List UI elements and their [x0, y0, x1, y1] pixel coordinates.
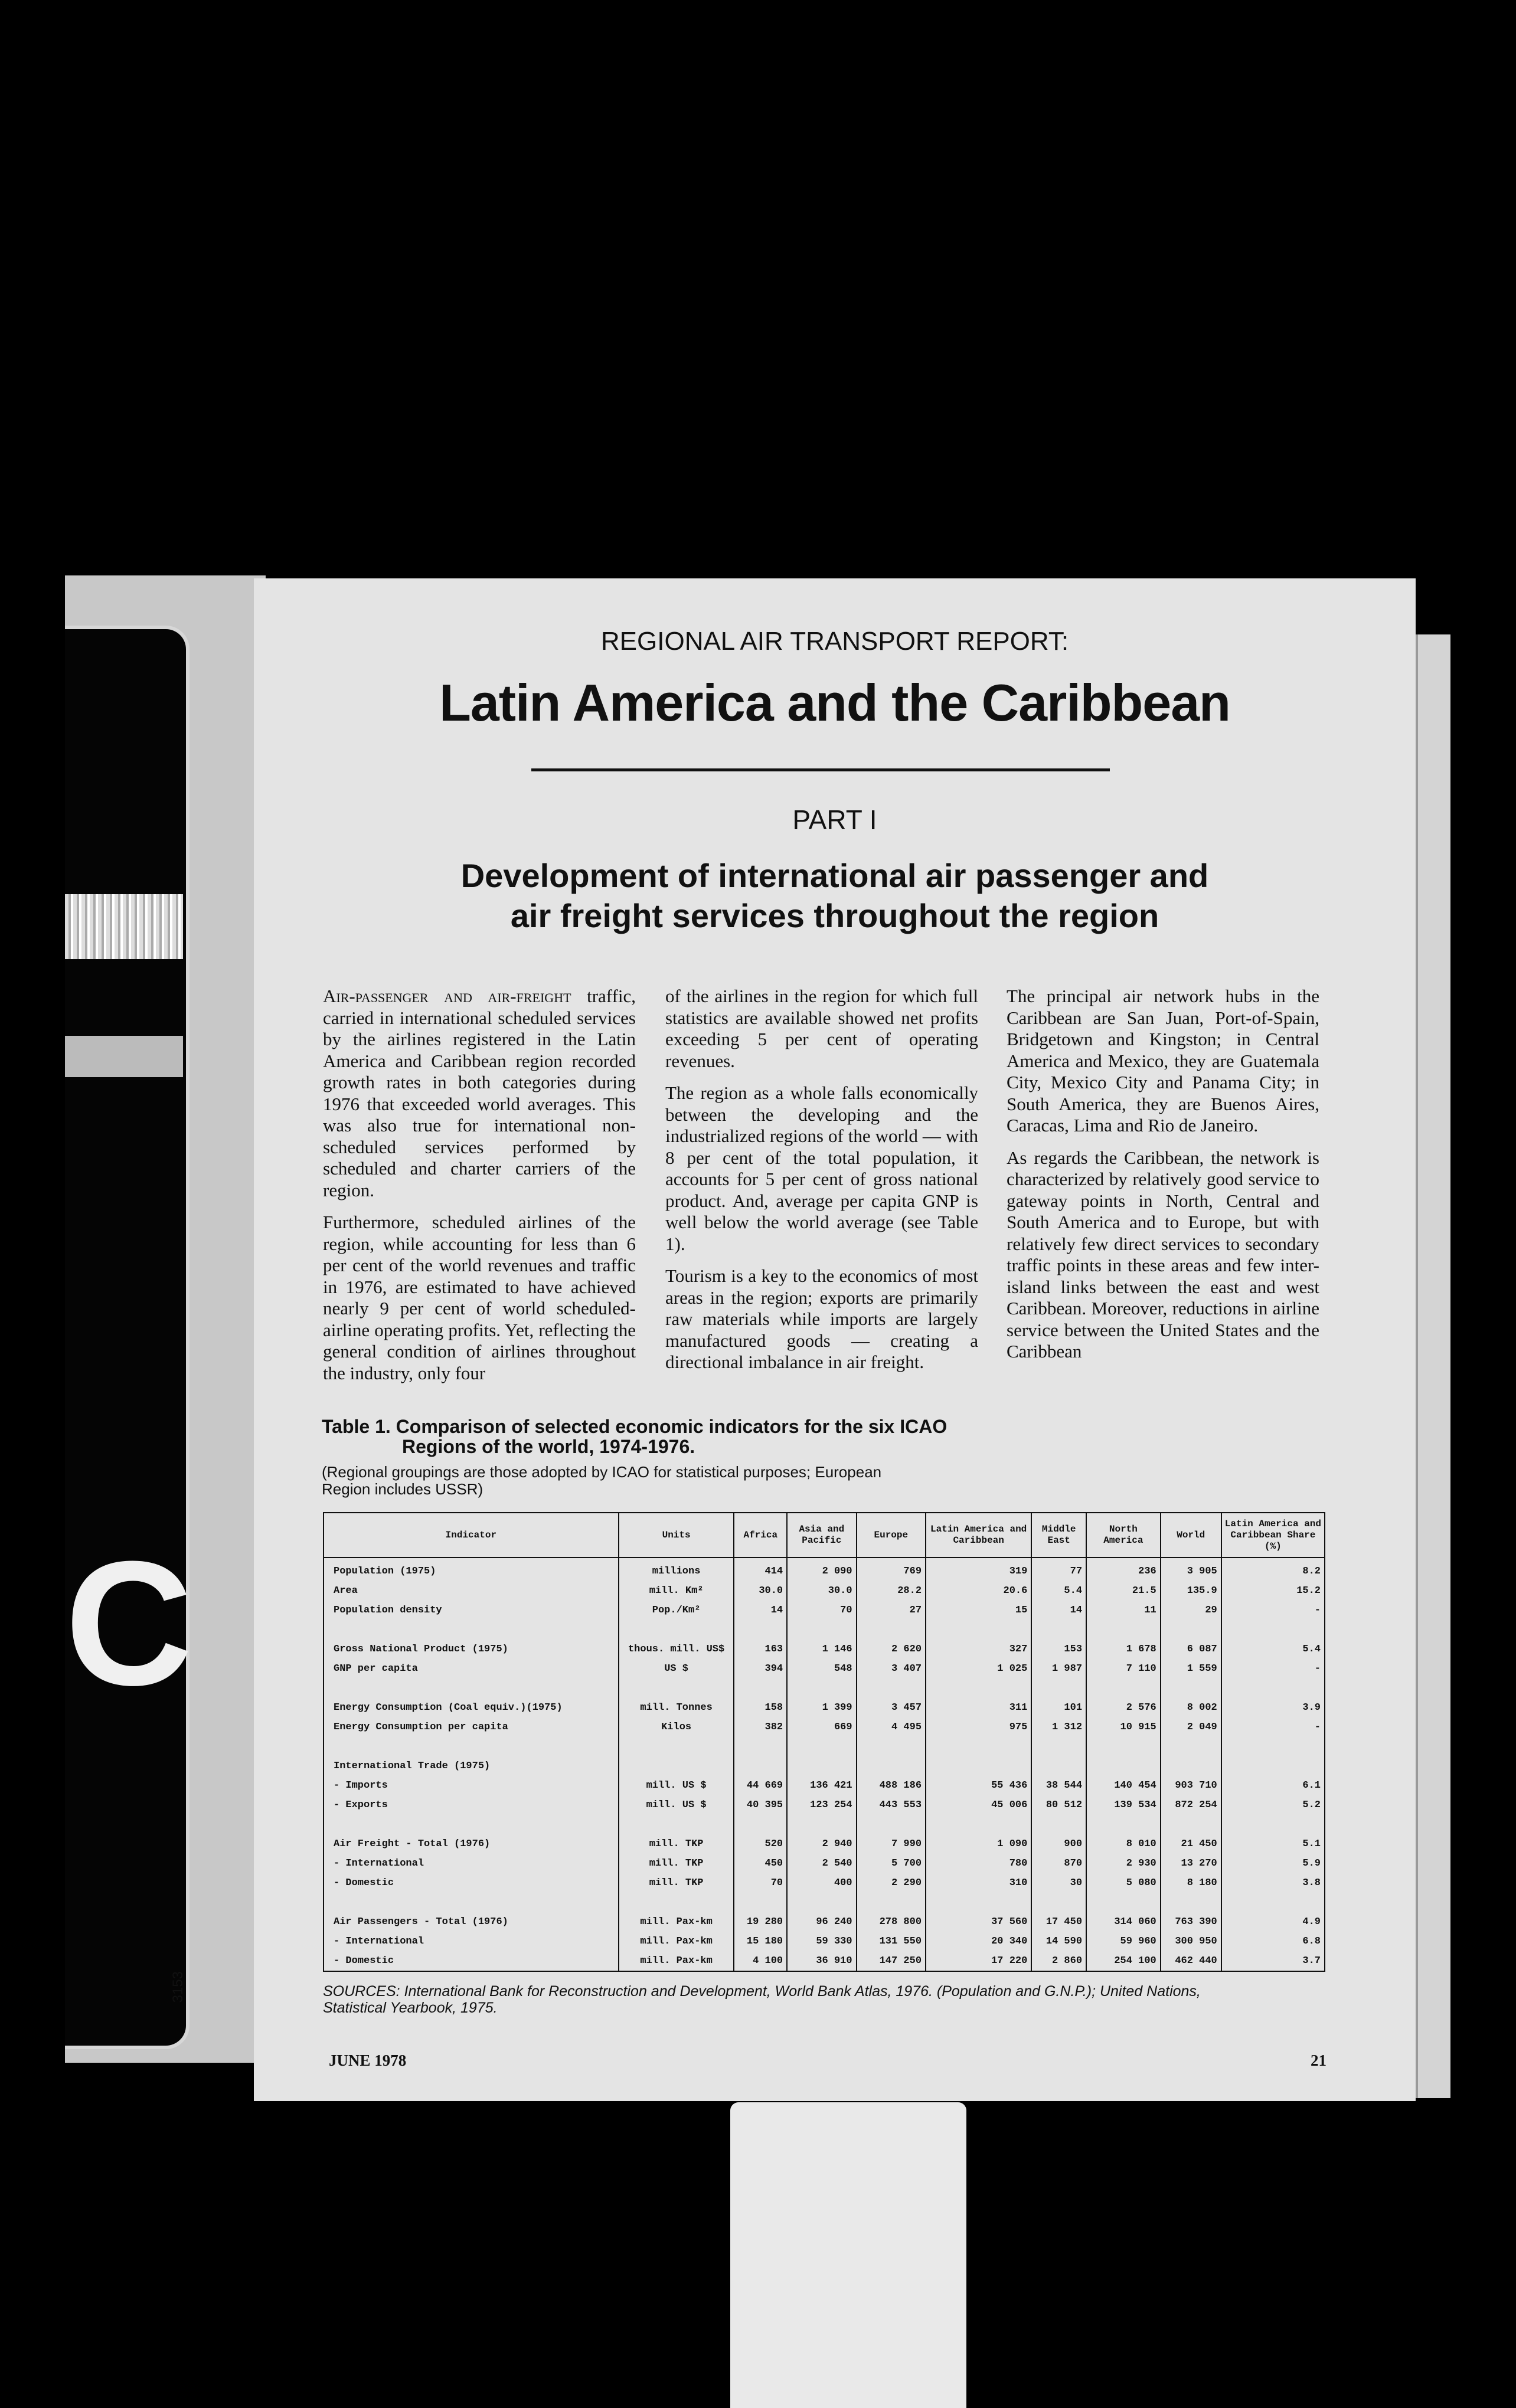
table-cell-units: mill. US $: [619, 1776, 734, 1795]
table-cell: [1161, 1737, 1221, 1756]
table-cell-latam: 45 006: [926, 1795, 1031, 1815]
table-cell-latam: 37 560: [926, 1912, 1031, 1932]
table-cell-latam: 310: [926, 1873, 1031, 1893]
table-cell-asia: 548: [787, 1659, 856, 1679]
table-cell-world: 300 950: [1161, 1932, 1221, 1951]
table-cell-mideast: 870: [1031, 1854, 1086, 1873]
paragraph: Furthermore, scheduled airlines of the region, while accounting for less than 6 per cent of the world revenues and traffic in 1976, are estimated to have achieved nearly 9 per cent of world scheduled-airline operating profits. Yet, reflecting the general condition of airlines throughout the industry, only four: [323, 1212, 636, 1383]
table-cell-mideast: 2 860: [1031, 1951, 1086, 1971]
table-cell-africa: [734, 1756, 787, 1776]
table-cell: [1161, 1893, 1221, 1912]
table-cell-share: 8.2: [1221, 1558, 1325, 1581]
table-cell-mideast: 17 450: [1031, 1912, 1086, 1932]
table-cell-share: -: [1221, 1659, 1325, 1679]
table-cell-namerica: 21.5: [1086, 1581, 1161, 1601]
table-cell-mideast: 30: [1031, 1873, 1086, 1893]
table-cell-europe: 4 495: [857, 1717, 926, 1737]
table-cell-units: mill. US $: [619, 1795, 734, 1815]
table-cell-world: 3 905: [1161, 1558, 1221, 1581]
subtitle-line-1: Development of international air passenger and: [460, 857, 1209, 894]
table-cell-share: 5.9: [1221, 1854, 1325, 1873]
table-cell-latam: 55 436: [926, 1776, 1031, 1795]
table-cell-indicator: Energy Consumption per capita: [324, 1717, 619, 1737]
table-spacer-row: [324, 1620, 1325, 1640]
adjacent-page-number: 3153: [170, 1971, 186, 2003]
table-cell-mideast: 1 312: [1031, 1717, 1086, 1737]
table-row: [324, 1698, 1325, 1717]
table-cell-share: 5.4: [1221, 1640, 1325, 1659]
table-spacer-row: [324, 1679, 1325, 1698]
table-cell-asia: 59 330: [787, 1932, 856, 1951]
table-cell-mideast: 14 590: [1031, 1932, 1086, 1951]
header-middle-east: Middle East: [1031, 1513, 1086, 1558]
table-cell: [324, 1620, 619, 1640]
table-cell-europe: 28.2: [857, 1581, 926, 1601]
table-sources: [323, 1983, 1326, 2016]
table-cell-europe: 27: [857, 1601, 926, 1620]
table-cell-africa: 394: [734, 1659, 787, 1679]
table-cell-asia: 2 540: [787, 1854, 856, 1873]
table-cell-share: 6.8: [1221, 1932, 1325, 1951]
table-cell: [926, 1737, 1031, 1756]
table-cell: [857, 1893, 926, 1912]
table-cell-latam: 15: [926, 1601, 1031, 1620]
table-cell-europe: [857, 1756, 926, 1776]
table-cell-latam: 17 220: [926, 1951, 1031, 1971]
table-cell-share: 3.9: [1221, 1698, 1325, 1717]
table-cell-units: millions: [619, 1558, 734, 1581]
table-cell-namerica: 2 930: [1086, 1854, 1161, 1873]
paragraph: [323, 986, 636, 1201]
header-north-america: North America: [1086, 1513, 1161, 1558]
table-note-line-1: (Regional groupings are those adopted by ICAO for statistical purposes; European: [322, 1463, 882, 1481]
table-cell: [619, 1893, 734, 1912]
table-cell: [734, 1893, 787, 1912]
table-caption: [322, 1416, 1148, 1457]
table-cell-namerica: 10 915: [1086, 1717, 1161, 1737]
table-cell-europe: 5 700: [857, 1854, 926, 1873]
table-cell-latam: [926, 1756, 1031, 1776]
table-cell-europe: 278 800: [857, 1912, 926, 1932]
table-cell: [619, 1620, 734, 1640]
table-cell-africa: 70: [734, 1873, 787, 1893]
table-cell-namerica: 236: [1086, 1558, 1161, 1581]
footer-page-number: 21: [1311, 2052, 1326, 2069]
table-cell-namerica: 314 060: [1086, 1912, 1161, 1932]
table-cell-world: 2 049: [1161, 1717, 1221, 1737]
table-row: [324, 1756, 1325, 1776]
table-cell: [857, 1679, 926, 1698]
part-label: PART I: [792, 804, 877, 835]
table-cell-indicator: Gross National Product (1975): [324, 1640, 619, 1659]
table-cell: [734, 1815, 787, 1834]
table-cell-world: 29: [1161, 1601, 1221, 1620]
table-cell-world: 903 710: [1161, 1776, 1221, 1795]
table-cell-indicator: Air Passengers - Total (1976): [324, 1912, 619, 1932]
table-cell: [787, 1620, 856, 1640]
table-cell-units: mill. Km²: [619, 1581, 734, 1601]
subtitle-line-2: air freight services throughout the region: [510, 897, 1159, 934]
table-cell-europe: 2 620: [857, 1640, 926, 1659]
table-cell-indicator: - International: [324, 1932, 619, 1951]
adjacent-page-large-letter: C: [65, 1524, 193, 1722]
header-units: Units: [619, 1513, 734, 1558]
table-cell-namerica: 140 454: [1086, 1776, 1161, 1795]
sources-line-2: Statistical Yearbook, 1975.: [323, 2000, 498, 2016]
table-cell: [619, 1815, 734, 1834]
table-cell-world: 135.9: [1161, 1581, 1221, 1601]
table-cell-units: mill. Tonnes: [619, 1698, 734, 1717]
table-cell-indicator: Population density: [324, 1601, 619, 1620]
table-cell: [1221, 1679, 1325, 1698]
table-cell-world: 1 559: [1161, 1659, 1221, 1679]
table-cell-share: [1221, 1756, 1325, 1776]
table-cell-africa: 4 100: [734, 1951, 787, 1971]
body-column-2: [665, 986, 978, 1384]
table-cell-namerica: 139 534: [1086, 1795, 1161, 1815]
table-cell: [787, 1815, 856, 1834]
table-cell-units: mill. TKP: [619, 1854, 734, 1873]
table-cell-latam: 20 340: [926, 1932, 1031, 1951]
article-title: Latin America and the Caribbean: [439, 673, 1230, 732]
sources-line-1: SOURCES: International Bank for Reconstruction and Development, World Bank Atlas, 1976. (Population and G.N.P.); United Nations,: [323, 1983, 1201, 2000]
table-cell: [926, 1679, 1031, 1698]
table-cell-africa: 158: [734, 1698, 787, 1717]
table-row: [324, 1795, 1325, 1815]
table-cell: [1086, 1679, 1161, 1698]
table-cell-namerica: 5 080: [1086, 1873, 1161, 1893]
table-cell-world: 6 087: [1161, 1640, 1221, 1659]
table-cell: [787, 1679, 856, 1698]
table-cell: [1031, 1737, 1086, 1756]
table-cell-indicator: - Imports: [324, 1776, 619, 1795]
table-cell-namerica: 8 010: [1086, 1834, 1161, 1854]
adjacent-page-dark-band: [65, 626, 190, 2049]
paragraph: The principal air network hubs in the Caribbean are San Juan, Port-of-Spain, Bridgetown and Kingston; in Central America and Mexico, they are Guatemala City, Mexico City and Panama City; in South America, they are Buenos Aires, Caracas, Lima and Rio de Janeiro.: [1007, 986, 1319, 1136]
table-cell-asia: 136 421: [787, 1776, 856, 1795]
table-cell-indicator: Air Freight - Total (1976): [324, 1834, 619, 1854]
table-cell-europe: 3 407: [857, 1659, 926, 1679]
table-caption-line-2: Regions of the world, 1974-1976.: [402, 1436, 695, 1457]
table-cell-africa: 44 669: [734, 1776, 787, 1795]
table-cell: [324, 1737, 619, 1756]
table-cell: [1086, 1620, 1161, 1640]
table-cell: [1221, 1737, 1325, 1756]
table-cell-namerica: 254 100: [1086, 1951, 1161, 1971]
table-body: [324, 1558, 1325, 1971]
table-cell-asia: 123 254: [787, 1795, 856, 1815]
table-cell-asia: 2 090: [787, 1558, 856, 1581]
table-row: [324, 1932, 1325, 1951]
article-subtitle: [254, 856, 1416, 936]
table-cell: [857, 1737, 926, 1756]
paragraph: As regards the Caribbean, the network is characterized by relatively good service to gateway points in North, Central and South America and to Europe, but with relatively few direct services to secondary traffic points in these areas and few inter-island links between the east and west Caribbean. Moreover, reductions in airline service between the United States and the Caribbean: [1007, 1147, 1319, 1362]
table-row: [324, 1912, 1325, 1932]
table-cell: [1086, 1893, 1161, 1912]
table-cell: [324, 1679, 619, 1698]
table-cell-africa: 40 395: [734, 1795, 787, 1815]
adjacent-page-photo-strip: [65, 894, 183, 959]
table-cell-world: 21 450: [1161, 1834, 1221, 1854]
table-cell-world: 763 390: [1161, 1912, 1221, 1932]
table-cell: [619, 1737, 734, 1756]
table-cell-mideast: 1 987: [1031, 1659, 1086, 1679]
table-cell-share: 5.1: [1221, 1834, 1325, 1854]
table-cell: [1221, 1815, 1325, 1834]
table-cell: [1161, 1679, 1221, 1698]
table-cell-mideast: 14: [1031, 1601, 1086, 1620]
table-cell-indicator: Area: [324, 1581, 619, 1601]
table-cell-asia: [787, 1756, 856, 1776]
header-share: Latin America and Caribbean Share (%): [1221, 1513, 1325, 1558]
table-cell-share: 5.2: [1221, 1795, 1325, 1815]
table-cell-europe: 3 457: [857, 1698, 926, 1717]
table-cell-units: mill. Pax-km: [619, 1912, 734, 1932]
table-cell-share: -: [1221, 1717, 1325, 1737]
table-cell-indicator: - Exports: [324, 1795, 619, 1815]
body-column-1: [323, 986, 636, 1395]
table-cell: [857, 1815, 926, 1834]
table-cell-africa: 382: [734, 1717, 787, 1737]
table-cell: [926, 1893, 1031, 1912]
table-caption-line-1: Table 1. Comparison of selected economic indicators for the six ICAO: [322, 1416, 948, 1437]
table-row: [324, 1873, 1325, 1893]
economic-indicators-table: [323, 1512, 1325, 1972]
table-cell-africa: 19 280: [734, 1912, 787, 1932]
table-cell-namerica: 59 960: [1086, 1932, 1161, 1951]
table-row: [324, 1951, 1325, 1971]
header-indicator: Indicator: [324, 1513, 619, 1558]
title-rule: [531, 768, 1110, 771]
table-cell-share: 6.1: [1221, 1776, 1325, 1795]
table-cell-asia: 30.0: [787, 1581, 856, 1601]
table-cell-indicator: Energy Consumption (Coal equiv.)(1975): [324, 1698, 619, 1717]
table-cell-asia: 2 940: [787, 1834, 856, 1854]
table-cell: [1031, 1815, 1086, 1834]
table-cell: [1221, 1620, 1325, 1640]
table-cell-world: 462 440: [1161, 1951, 1221, 1971]
table-cell-africa: 450: [734, 1854, 787, 1873]
right-page-edge: [1416, 634, 1450, 2098]
header-asia-pacific: Asia and Pacific: [787, 1513, 856, 1558]
table-cell: [1031, 1620, 1086, 1640]
table-cell: [324, 1815, 619, 1834]
table-cell-mideast: 101: [1031, 1698, 1086, 1717]
table-cell-share: 3.8: [1221, 1873, 1325, 1893]
table-cell: [1221, 1893, 1325, 1912]
table-cell-mideast: 77: [1031, 1558, 1086, 1581]
table-cell-world: 8 002: [1161, 1698, 1221, 1717]
adjacent-page-gray-strip: [65, 1036, 183, 1077]
table-cell-africa: 414: [734, 1558, 787, 1581]
table-cell-africa: 15 180: [734, 1932, 787, 1951]
table-row: [324, 1776, 1325, 1795]
table-cell-africa: 30.0: [734, 1581, 787, 1601]
table-cell-latam: 319: [926, 1558, 1031, 1581]
table-cell: [734, 1679, 787, 1698]
table-header-row: [324, 1513, 1325, 1558]
table-cell-europe: 443 553: [857, 1795, 926, 1815]
table-cell: [926, 1620, 1031, 1640]
header-europe: Europe: [857, 1513, 926, 1558]
table-cell: [1031, 1679, 1086, 1698]
table-cell-indicator: - International: [324, 1854, 619, 1873]
table-cell-units: US $: [619, 1659, 734, 1679]
footer-date: JUNE 1978: [329, 2052, 407, 2069]
table-cell: [734, 1620, 787, 1640]
table-cell-namerica: 1 678: [1086, 1640, 1161, 1659]
table-cell-units: mill. Pax-km: [619, 1932, 734, 1951]
table-row: [324, 1854, 1325, 1873]
table-cell-mideast: 80 512: [1031, 1795, 1086, 1815]
bottom-paper-tab: [730, 2102, 966, 2408]
table-cell-world: 872 254: [1161, 1795, 1221, 1815]
table-cell-asia: 669: [787, 1717, 856, 1737]
table-cell: [1086, 1737, 1161, 1756]
table-cell-share: 4.9: [1221, 1912, 1325, 1932]
table-cell-asia: 400: [787, 1873, 856, 1893]
table-cell-indicator: - Domestic: [324, 1951, 619, 1971]
table-cell-latam: 1 090: [926, 1834, 1031, 1854]
magazine-page: [254, 578, 1416, 2101]
header-africa: Africa: [734, 1513, 787, 1558]
table-row: [324, 1659, 1325, 1679]
table-cell-indicator: - Domestic: [324, 1873, 619, 1893]
table-cell-europe: 769: [857, 1558, 926, 1581]
paragraph: of the airlines in the region for which full statistics are available showed net profits exceeding 5 per cent of operating revenues.: [665, 986, 978, 1071]
table-cell-asia: 1 146: [787, 1640, 856, 1659]
paragraph: The region as a whole falls economically between the developing and the industrialized regions of the world — with 8 per cent of the total population, it accounts for 5 per cent of gross national product. And, average per capita GNP is well below the world average (see Table 1).: [665, 1082, 978, 1254]
table-cell-indicator: International Trade (1975): [324, 1756, 619, 1776]
body-column-3: [1007, 986, 1319, 1373]
table-cell-share: 15.2: [1221, 1581, 1325, 1601]
table-cell-mideast: 5.4: [1031, 1581, 1086, 1601]
table-cell-units: mill. TKP: [619, 1834, 734, 1854]
table-cell-share: -: [1221, 1601, 1325, 1620]
table-row: [324, 1834, 1325, 1854]
table-cell-africa: 520: [734, 1834, 787, 1854]
table-row: [324, 1717, 1325, 1737]
table-cell-europe: 131 550: [857, 1932, 926, 1951]
table-cell-europe: 147 250: [857, 1951, 926, 1971]
table-cell: [619, 1679, 734, 1698]
table-cell-mideast: [1031, 1756, 1086, 1776]
header-latin-america: Latin America and Caribbean: [926, 1513, 1031, 1558]
table-cell-units: mill. TKP: [619, 1873, 734, 1893]
table-cell-share: 3.7: [1221, 1951, 1325, 1971]
table-cell-namerica: 7 110: [1086, 1659, 1161, 1679]
table-cell-units: Kilos: [619, 1717, 734, 1737]
table-cell-indicator: Population (1975): [324, 1558, 619, 1581]
header-world: World: [1161, 1513, 1221, 1558]
table-cell-mideast: 38 544: [1031, 1776, 1086, 1795]
table-cell: [1161, 1815, 1221, 1834]
table-cell: [857, 1620, 926, 1640]
table-cell-world: [1161, 1756, 1221, 1776]
table-cell: [787, 1737, 856, 1756]
table-note: [322, 1464, 1148, 1498]
table-spacer-row: [324, 1893, 1325, 1912]
table-cell: [1086, 1815, 1161, 1834]
table-cell-units: [619, 1756, 734, 1776]
table-cell-indicator: GNP per capita: [324, 1659, 619, 1679]
table-cell-world: 13 270: [1161, 1854, 1221, 1873]
table-cell-latam: 311: [926, 1698, 1031, 1717]
table-cell-latam: 975: [926, 1717, 1031, 1737]
table-cell-namerica: [1086, 1756, 1161, 1776]
table-cell-latam: 780: [926, 1854, 1031, 1873]
paragraph-text: traffic, carried in international scheduled services by the airlines registered in the Latin America and Caribbean region recorded growth rates in both categories during 1976 that exceeded world averages. This was also true for international non-scheduled services performed by scheduled and charter carriers of the region.: [323, 986, 636, 1200]
table-cell: [926, 1815, 1031, 1834]
table-cell-europe: 488 186: [857, 1776, 926, 1795]
table-cell-namerica: 11: [1086, 1601, 1161, 1620]
table-cell-world: 8 180: [1161, 1873, 1221, 1893]
table-cell-latam: 20.6: [926, 1581, 1031, 1601]
table-row: [324, 1640, 1325, 1659]
table-cell-asia: 1 399: [787, 1698, 856, 1717]
table-cell-latam: 327: [926, 1640, 1031, 1659]
lead-in: Air-passenger and air-freight: [323, 986, 571, 1006]
table-cell: [734, 1737, 787, 1756]
table-row: [324, 1558, 1325, 1581]
table-row: [324, 1581, 1325, 1601]
table-spacer-row: [324, 1815, 1325, 1834]
report-kicker: REGIONAL AIR TRANSPORT REPORT:: [600, 627, 1069, 656]
table-cell: [1031, 1893, 1086, 1912]
table-cell-units: Pop./Km²: [619, 1601, 734, 1620]
table-cell-latam: 1 025: [926, 1659, 1031, 1679]
table-cell-namerica: 2 576: [1086, 1698, 1161, 1717]
table-cell: [1161, 1620, 1221, 1640]
table-cell-europe: 7 990: [857, 1834, 926, 1854]
table-cell-units: thous. mill. US$: [619, 1640, 734, 1659]
table-cell-europe: 2 290: [857, 1873, 926, 1893]
table-cell-asia: 36 910: [787, 1951, 856, 1971]
table-cell-mideast: 153: [1031, 1640, 1086, 1659]
table-spacer-row: [324, 1737, 1325, 1756]
table-cell-asia: 70: [787, 1601, 856, 1620]
table-note-line-2: Region includes USSR): [322, 1480, 483, 1498]
table-row: [324, 1601, 1325, 1620]
table-cell-mideast: 900: [1031, 1834, 1086, 1854]
table-cell-asia: 96 240: [787, 1912, 856, 1932]
table-cell: [787, 1893, 856, 1912]
table-cell: [324, 1893, 619, 1912]
table-cell-africa: 163: [734, 1640, 787, 1659]
table-cell-africa: 14: [734, 1601, 787, 1620]
paragraph: Tourism is a key to the economics of most areas in the region; exports are primarily raw materials while imports are largely manufactured goods — creating a directional imbalance in air freight.: [665, 1265, 978, 1372]
table-cell-units: mill. Pax-km: [619, 1951, 734, 1971]
